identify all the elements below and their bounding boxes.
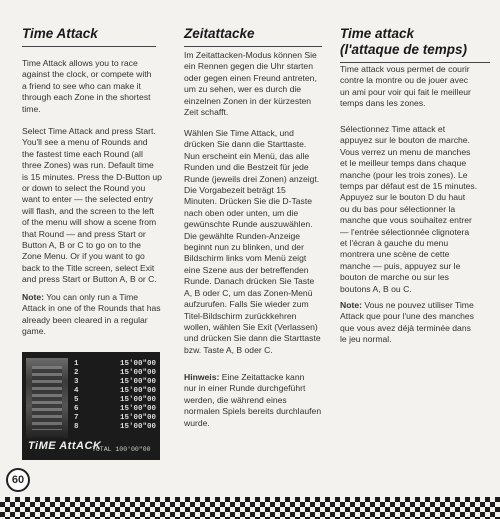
french-instructions-paragraph: Sélectionnez Time attack et appuyez sur le bouton de marche. Vous verrez un menu de manches et le meilleur temps dans chaque manche (pour les trois zones). Le temps par défaut est de 15 minutes. Appuyez sur le bouton D du haut ou du bas pour sélectionner la manche que vous souhaitez entrer — l'entrée sélectionnée clignotera et l'écran à gauche du menu montrera une scène de cette manche — puis, appuyez sur le bouton de marche ou sur les boutons A, B ou C.	[340, 124, 478, 294]
note-text: You can only run a Time Attack in one of the Rounds that has already been cleared in a regular game.	[22, 292, 161, 337]
note-label: Note:	[340, 300, 362, 310]
english-note	[22, 292, 162, 338]
round-times-table	[74, 360, 156, 432]
round-time-row: 8 15'00"00	[74, 423, 156, 431]
total-time: TOTAL 100'00"00	[92, 446, 151, 453]
time-attack-logo: TiME AttACK	[28, 440, 102, 452]
round-preview-image	[26, 358, 68, 438]
round-time-row: 3 15'00"00	[74, 378, 156, 386]
heading-english: Time Attack	[22, 26, 98, 41]
page-number: 60	[6, 468, 30, 492]
note-text: Eine Zeitattacke kann nur in einer Runde durchgeführt werden, die während eines normalen Spiels bereits durchlaufen wurde.	[184, 372, 322, 428]
note-label: Hinweis:	[184, 372, 220, 382]
round-time-row: 4 15'00"00	[74, 387, 156, 395]
round-time-row: 5 15'00"00	[74, 396, 156, 404]
round-time-row: 7 15'00"00	[74, 414, 156, 422]
heading-rule-english	[22, 46, 156, 47]
heading-rule-german	[184, 46, 322, 47]
english-instructions-paragraph: Select Time Attack and press Start. You'll see a menu of Rounds and the fastest time each Round (all three Zones) was run. Default time is 15 minutes. Press the D-Button up or down to select the Round you want to enter — the selected entry will flash, and the screen to the left of the menu will show a scene from that Round — and press Start or Button A, B or C to go on to the Zone Menu. Or if you want to go back to the Title screen, select Exit and press Start or Button A, B or C.	[22, 126, 162, 285]
french-intro-paragraph: Time attack vous permet de courir contre la montre ou de jouer avec un ami pour voir qui fait le meilleur temps dans les zones.	[340, 64, 471, 109]
round-time-row: 2 15'00"00	[74, 369, 156, 377]
heading-german: Zeitattacke	[184, 26, 255, 41]
heading-french: Time attack (l'attaque de temps)	[340, 26, 467, 57]
english-intro-paragraph: Time Attack allows you to race against the clock, or compete with a friend to see who can make it through each Zone in the shortest time.	[22, 58, 152, 114]
german-note	[184, 372, 330, 429]
round-time-row: 1 15'00"00	[74, 360, 156, 368]
note-text: Vous ne pouvez utiliser Time Attack que pour l'une des manches que vous avez déjà terminée dans le jeu normal.	[340, 300, 474, 345]
checkered-border	[0, 497, 500, 519]
heading-rule-french	[340, 62, 490, 63]
german-instructions-paragraph: Wählen Sie Time Attack, und drücken Sie dann die Starttaste. Nun erscheint ein Menü, das alle Runden und die Bestzeit für jede Runde (jeweils drei Zonen) anzeigt. Die Vorgabezeit beträgt 15 Minuten. Drücken Sie die D-Taste nach oben oder unten, um die gewünschte Runde auszuwählen. Die gewählte Runden-Anzeige beginnt nun zu blinken, und der Bildschirm links vom Menü zeigt eine Szene aus der betreffenden Runde. Danach drücken Sie Taste A, B oder C, um das Zonen-Menü aufzurufen. Falls Sie wieder zum Titel-Bildschirm zurückkehren wollen, wählen Sie Exit (Verlassen) und drücken Sie dann die Starttaste bzw. Taste A, B oder C.	[184, 128, 321, 355]
round-time-row: 6 15'00"00	[74, 405, 156, 413]
note-label: Note:	[22, 292, 44, 302]
french-note	[340, 300, 496, 346]
german-intro-paragraph: Im Zeitattacken-Modus können Sie ein Rennen gegen die Uhr starten oder gegen einen Freund antreten, um zu sehen, wer es durch die einzelnen Zonen in der kürzesten Zeit schafft.	[184, 50, 317, 118]
time-attack-screenshot	[22, 352, 160, 460]
